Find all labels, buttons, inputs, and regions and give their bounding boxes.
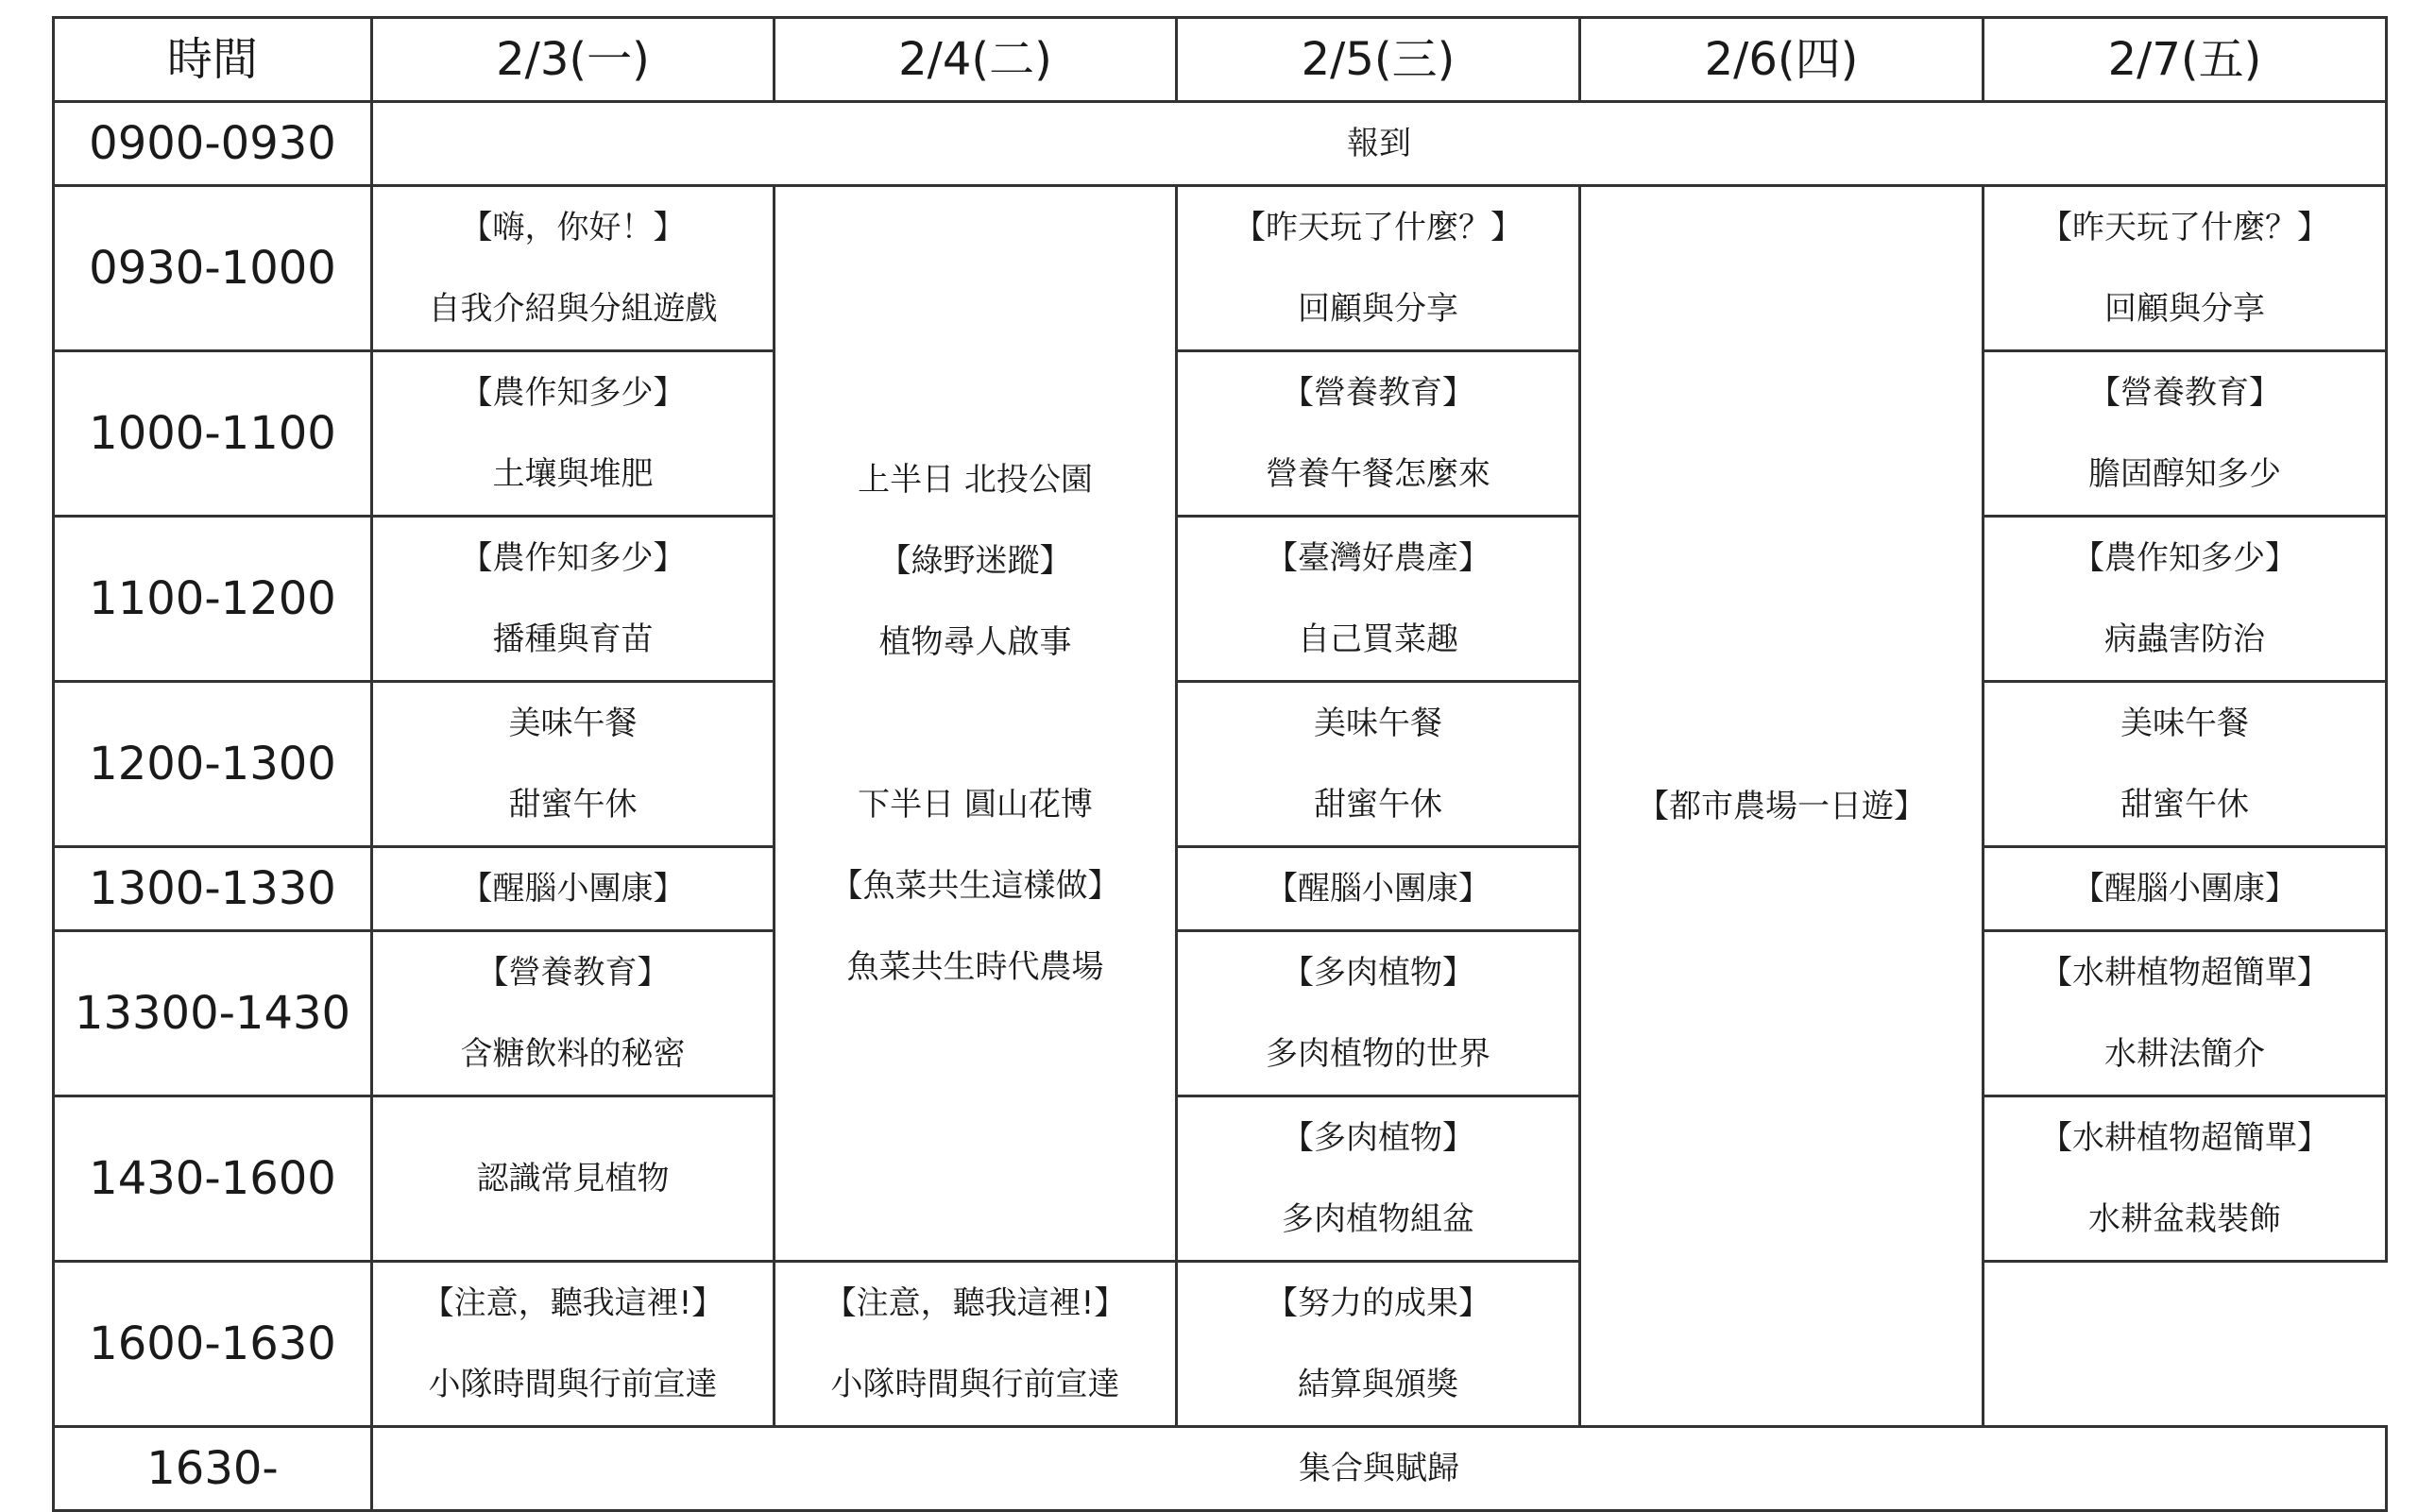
activity-desc: 多肉植物的世界 (1266, 1035, 1490, 1073)
activity-title: 【水耕植物超簡單】 (2040, 954, 2329, 992)
activity-cell (372, 931, 775, 1096)
activity-cell (1177, 931, 1580, 1096)
time-slot: 1200-1300 (54, 682, 372, 847)
activity-title: 【營養教育】 (1282, 374, 1474, 412)
time-slot: 1630- (54, 1427, 372, 1511)
header-row (54, 18, 2387, 102)
activity-title: 【多肉植物】 (1282, 1119, 1474, 1157)
activity-desc: 多肉植物組盆 (1282, 1200, 1474, 1238)
table-row (54, 931, 2387, 1096)
activity-desc: 土壤與堆肥 (492, 455, 654, 493)
activity-desc: 小隊時間與行前宣達 (830, 1366, 1120, 1403)
activity-desc: 水耕法簡介 (2104, 1035, 2265, 1073)
time-slot: 13300-1430 (54, 931, 372, 1096)
trip-line: 上半日 北投公園 (858, 461, 1093, 499)
activity-cell (1177, 351, 1580, 517)
trip-line: 植物尋人啟事 (878, 623, 1072, 661)
activity-desc: 播種與育苗 (492, 620, 654, 658)
table-row (54, 517, 2387, 682)
activity-title: 美味午餐 (2120, 705, 2249, 742)
activity-cell (1984, 186, 2387, 351)
activity-cell (1984, 931, 2387, 1096)
table-row (54, 102, 2387, 186)
field-trip-cell (775, 186, 1177, 1262)
table-row (54, 351, 2387, 517)
activity-cell: 【醒腦小團康】 (1984, 847, 2387, 931)
activity-desc: 小隊時間與行前宣達 (428, 1366, 718, 1403)
header-day: 2/4(二) (775, 18, 1177, 102)
activity-desc: 甜蜜午休 (1314, 786, 1442, 824)
activity-desc: 水耕盆栽裝飾 (2088, 1200, 2281, 1238)
activity-cell (372, 351, 775, 517)
activity-cell (1984, 682, 2387, 847)
activity-title: 【注意，聽我這裡!】 (824, 1284, 1127, 1322)
activity-cell: 認識常見植物 (372, 1096, 775, 1262)
time-slot: 1300-1330 (54, 847, 372, 931)
trip-line: 【綠野迷蹤】 (878, 542, 1072, 580)
activity-title: 美味午餐 (1314, 705, 1442, 742)
header-time: 時間 (54, 18, 372, 102)
activity-desc: 回顧與分享 (1298, 290, 1458, 328)
activity-title: 【注意，聽我這裡!】 (421, 1284, 724, 1322)
activity-title: 美味午餐 (508, 705, 638, 742)
activity-cell (1177, 1096, 1580, 1262)
activity-title: 【農作知多少】 (2072, 539, 2297, 577)
activity-cell (1984, 1096, 2387, 1262)
header-day: 2/3(一) (372, 18, 775, 102)
activity-desc: 病蟲害防治 (2104, 620, 2265, 658)
activity-title: 【昨天玩了什麼？】 (2040, 209, 2329, 246)
activity-cell (1177, 682, 1580, 847)
trip-line: 魚菜共生時代農場 (846, 948, 1104, 986)
time-slot: 1100-1200 (54, 517, 372, 682)
farm-trip-cell: 【都市農場一日遊】 (1580, 186, 1984, 1427)
time-slot: 1430-1600 (54, 1096, 372, 1262)
table-row (54, 1262, 2387, 1427)
activity-title: 【水耕植物超簡單】 (2040, 1119, 2329, 1157)
activity-cell (1177, 1262, 1580, 1427)
activity-title: 【營養教育】 (476, 954, 670, 992)
activity-title: 【努力的成果】 (1266, 1284, 1490, 1322)
activity-title: 【農作知多少】 (460, 539, 686, 577)
table-row (54, 1096, 2387, 1262)
header-day: 2/6(四) (1580, 18, 1984, 102)
activity-cell: 【醒腦小團康】 (1177, 847, 1580, 931)
activity-cell (1984, 351, 2387, 517)
activity-title: 【營養教育】 (2088, 374, 2281, 412)
activity-desc: 結算與頒獎 (1298, 1366, 1458, 1403)
activity-title: 【臺灣好農產】 (1266, 539, 1490, 577)
table-row (54, 682, 2387, 847)
closing-cell: 集合與賦歸 (372, 1427, 2387, 1511)
activity-cell (372, 517, 775, 682)
header-day: 2/7(五) (1984, 18, 2387, 102)
activity-desc: 回顧與分享 (2104, 290, 2265, 328)
schedule-table (52, 16, 2388, 1512)
trip-spacer (775, 683, 1175, 764)
time-slot: 1000-1100 (54, 351, 372, 517)
activity-cell: 【醒腦小團康】 (372, 847, 775, 931)
table-row (54, 847, 2387, 931)
activity-title: 【嗨，你好！】 (460, 209, 686, 246)
activity-desc: 甜蜜午休 (508, 786, 638, 824)
header-day: 2/5(三) (1177, 18, 1580, 102)
activity-cell (372, 682, 775, 847)
checkin-cell: 報到 (372, 102, 2387, 186)
activity-desc: 含糖飲料的秘密 (460, 1035, 686, 1073)
activity-title: 【多肉植物】 (1282, 954, 1474, 992)
activity-cell (1177, 186, 1580, 351)
activity-cell (372, 186, 775, 351)
activity-desc: 膽固醇知多少 (2088, 455, 2281, 493)
time-slot: 0930-1000 (54, 186, 372, 351)
activity-cell (1984, 517, 2387, 682)
trip-line: 【魚菜共生這樣做】 (830, 867, 1120, 905)
activity-desc: 甜蜜午休 (2120, 786, 2249, 824)
time-slot: 0900-0930 (54, 102, 372, 186)
time-slot: 1600-1630 (54, 1262, 372, 1427)
activity-cell (1177, 517, 1580, 682)
activity-desc: 自我介紹與分組遊戲 (428, 290, 718, 328)
trip-line: 下半日 圓山花博 (858, 786, 1093, 824)
table-row (54, 186, 2387, 351)
activity-cell (372, 1262, 775, 1427)
activity-cell (775, 1262, 1177, 1427)
activity-desc: 自己買菜趣 (1298, 620, 1458, 658)
activity-title: 【農作知多少】 (460, 374, 686, 412)
activity-title: 【昨天玩了什麼？】 (1234, 209, 1523, 246)
activity-desc: 營養午餐怎麼來 (1266, 455, 1490, 493)
table-row (54, 1427, 2387, 1511)
